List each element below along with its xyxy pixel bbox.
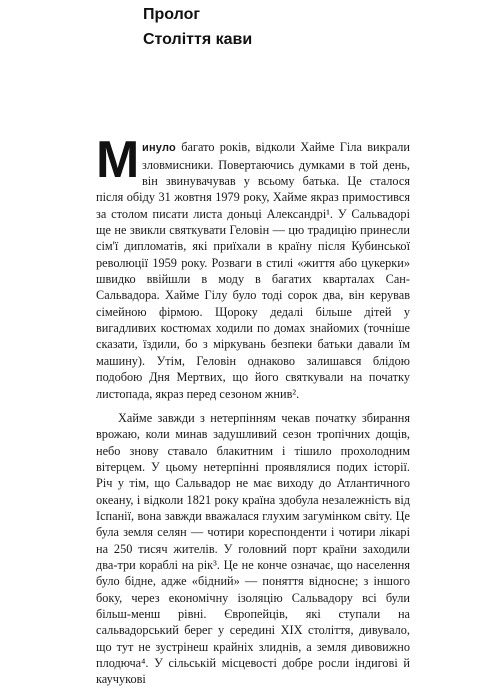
drop-cap: М <box>96 131 140 190</box>
prologue-label: Пролог <box>143 6 201 23</box>
chapter-title: Століття кави <box>143 31 253 48</box>
chapter-body <box>96 123 410 688</box>
paragraph-1-text: багато років, відколи Хайме Гіла викрали зловмисники. Повертаючись думками в той день, він звинувачував у всьому батька. Це сталося після обіду 31 жовтня 1979 року, Хайме якраз примостився за столом писати листа доньці Александрі¹. У Сальвадорі ще не звикли святкувати Геловін — цю традицію принесли сім'ї дипломатів, які приїхали в країну після Кубинської революції 1959 року. Розваги в стилі «життя або цукерки» швидко ввійшли в моду в багатих кварталах Сан-Сальвадора. Хайме Гілу було тоді сорок два, він керував сімейною фірмою. Щороку дедалі більше дітей у вигадливих костюмах ходили по домах знайомих (точніше сказати, їздили, бо з міркувань безпеки батьки давали їм машину). Утім, Геловін однаково залишався блідою подобою Дня Мертвих, що його святкували на початку листопада, якраз перед сезоном жнив². <box>96 140 410 401</box>
drop-cap-box <box>96 131 140 190</box>
paragraph-2: Хайме завжди з нетерпінням чекав початку збирання врожаю, коли минав задушливий сезон тропічних дощів, небо знову ставало блакитним і тішило прохолодним вітерцем. У цьому нетерпінні проявлялися подих історії. Річ у тім, що Сальвадор не має виходу до Атлантичного океану, і відколи 1821 року країна здобула незалежність від Іспанії, вона завжди вважалася глухим загумінком світу. Це була земля селян — чотири кореспонденти і чотири лікарі на 250 тисяч жителів. У головний порт країни заходили два-три кораблі на рік³. Це не конче означає, що населення було бідне, адже «бідний» — поняття відносне; з іншого боку, через економічну ізоляцію Сальвадору всі були більш-менш рівні. Європейців, які ступали на сальвадорський берег у середині XIX століття, дивувало, що тут не зустрінеш крайніх злиднів, а земля дивовижно плодюча⁴. У сільській місцевості добре росли індигові й каучукові <box>96 410 410 687</box>
paragraph-1 <box>96 123 410 402</box>
chapter-heading <box>143 2 252 52</box>
lead-in-text: инуло <box>142 142 176 155</box>
